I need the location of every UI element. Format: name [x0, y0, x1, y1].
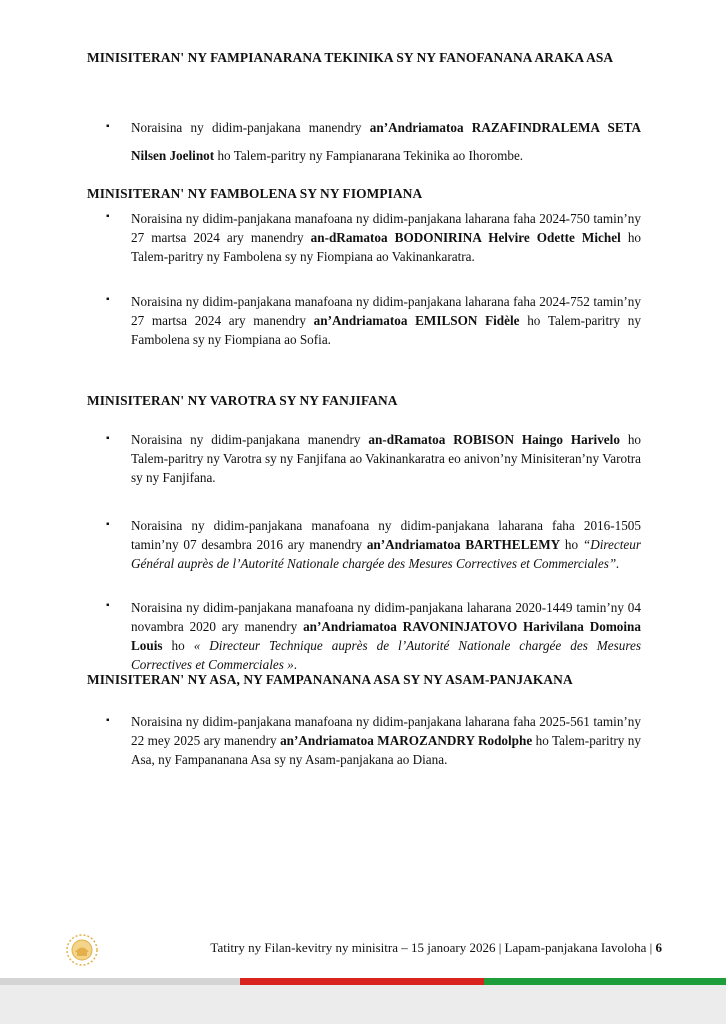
item-text: Noraisina ny didim-panjakana manendry [131, 120, 370, 135]
person-name: an’Andriamatoa BARTHELEMY [366, 537, 561, 552]
footer-bar-grey [0, 978, 240, 985]
item-text: ho Talem-paritry ny Varotra sy ny Fanjifana ao Vakinankaratra eo anivon’ny Minisiteran’ny Varotra sy ny Fanjifana. [131, 432, 641, 485]
person-name: an-dRamatoa BODONIRINA Helvire Odette Michel [310, 230, 621, 245]
item-text: Noraisina ny didim-panjakana manafoana ny didim-panjakana laharana faha 2024-750 tamin’ny 27 martsa 2024 ary manendry [131, 211, 641, 245]
item-text: Noraisina ny didim-panjakana manafoana ny didim-panjakana laharana 2020-1449 tamin’ny 04 novambra 2020 ary manendry [131, 600, 641, 634]
bullet-icon: ▪ [106, 294, 110, 305]
bullet-icon: ▪ [106, 715, 110, 726]
item-text: ho Talem-paritry ny Fampianarana Tekinika ao Ihorombe. [214, 148, 524, 163]
item-text: Noraisina ny didim-panjakana manafoana ny didim-panjakana laharana faha 2025-561 tamin’ny 22 mey 2025 ary manendry [131, 714, 641, 748]
list-item [131, 114, 641, 170]
item-text: ho [560, 537, 583, 552]
item-text: ho Talem-paritry ny Fambolena sy ny Fiompiana ao Sofia. [131, 313, 641, 347]
person-name: an’Andriamatoa MAROZANDRY Rodolphe [280, 733, 533, 748]
list-item [131, 292, 641, 349]
section-heading: MINISITERAN' NY ASA, NY FAMPANANANA ASA SY NY ASAM-PANJAKANA [87, 672, 573, 687]
section-heading: MINISITERAN' NY FAMBOLENA SY NY FIOMPIANA [87, 186, 423, 201]
presidency-logo [65, 933, 99, 967]
bullet-icon: ▪ [106, 600, 110, 611]
list-item [131, 598, 641, 674]
bullet-icon: ▪ [106, 211, 110, 222]
item-text: Noraisina ny didim-panjakana manendry [131, 432, 369, 447]
page-number: 6 [655, 940, 662, 955]
list-item [131, 209, 641, 266]
item-text: ho Talem-paritry ny Fambolena sy ny Fiompiana ao Vakinankaratra. [131, 230, 642, 264]
list-item [131, 516, 641, 573]
bottom-band [0, 985, 726, 1024]
page-footer [190, 940, 662, 956]
list-item [131, 430, 641, 487]
person-name: an’Andriamatoa RAVONINJATOVO Harivilana Domoina Louis [131, 619, 641, 653]
item-text: . [293, 657, 298, 672]
item-text: ho [162, 638, 194, 653]
item-text: ho Talem-paritry ny Asa, ny Fampananana Asa sy ny Asam-panjakana ao Diana. [131, 733, 641, 767]
person-name: an-dRamatoa ROBISON Haingo Harivelo [368, 432, 620, 447]
person-name: an’Andriamatoa EMILSON Fidèle [313, 313, 520, 328]
footer-bar-red [240, 978, 484, 985]
item-text: Noraisina ny didim-panjakana manafoana ny didim-panjakana laharana faha 2024-752 tamin’ny 27 martsa 2024 ary manendry [131, 294, 641, 328]
bullet-icon: ▪ [106, 519, 110, 530]
title-text: “Directeur Général auprès de l’Autorité Nationale chargée des Mesures Correctives et Commerciales”. [131, 537, 642, 571]
person-name: an’Andriamatoa RAZAFINDRALEMA SETA Nilsen Joelinot [131, 120, 641, 163]
section-heading: MINISITERAN' NY VAROTRA SY NY FANJIFANA [87, 393, 398, 408]
title-text: « Directeur Technique auprès de l’Autorité Nationale chargée des Mesures Correctives et Commerciales » [131, 638, 641, 672]
footer-bar-green [484, 978, 726, 985]
list-item [131, 712, 641, 769]
footer-text: Tatitry ny Filan-kevitry ny minisitra – 15 janoary 2026 | Lapam-panjakana Iavoloha | [210, 940, 656, 955]
bullet-icon: ▪ [106, 433, 110, 444]
bullet-icon: ▪ [106, 121, 110, 132]
item-text: Noraisina ny didim-panjakana manafoana ny didim-panjakana laharana faha 2016-1505 tamin’ny 07 desambra 2016 ary manendry [131, 518, 641, 552]
section-heading: MINISITERAN' NY FAMPIANARANA TEKINIKA SY NY FANOFANANA ARAKA ASA [87, 50, 614, 65]
